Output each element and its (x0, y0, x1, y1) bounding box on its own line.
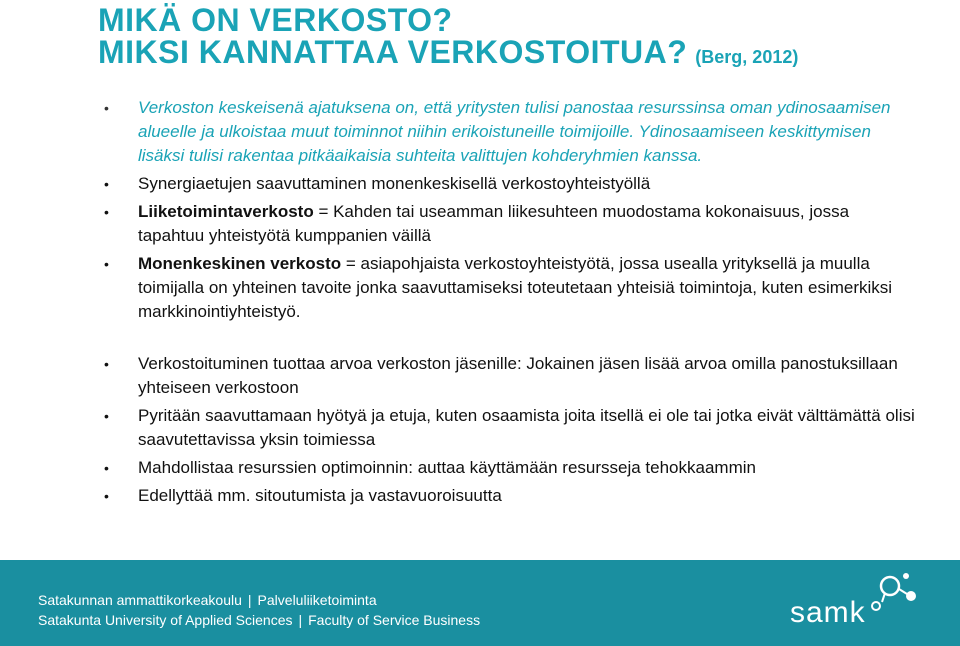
bullet-item-commitment (98, 484, 918, 508)
bullet-dot: • (104, 356, 109, 372)
bullet-text: Synergiaetujen saavuttaminen monenkeskisellä verkostoyhteistyöllä (138, 174, 651, 193)
bullet-text: Edellyttää mm. sitoutumista ja vastavuoroisuutta (138, 486, 502, 505)
title-line-2-text: MIKSI KANNATTAA VERKOSTOITUA? (98, 34, 688, 70)
bullet-text: = asiapohjaista verkostoyhteistyötä, jossa usealla yrityksellä ja muulla toimijalla on yhteinen tavoite jonka saavuttamiseksi toteutetaan yhteisiä toimintoja, kuten esimerkiksi markkinointiyhteistyö. (138, 254, 893, 321)
bullet-dot: • (104, 408, 109, 424)
bullet-dot: • (104, 176, 109, 192)
bullet-item-business-network (98, 200, 918, 248)
bullet-text: Verkostoituminen tuottaa arvoa verkoston jäsenille: Jokainen jäsen lisää arvoa omilla panostuksillaan yhteiseen verkostoon (138, 354, 898, 397)
footer-university-en: Satakunta University of Applied Sciences (38, 612, 293, 628)
footer-separator: | (247, 592, 252, 608)
bullet-dot: • (104, 204, 109, 220)
footer-line-2 (38, 610, 480, 630)
bullet-dot: • (104, 100, 109, 116)
bullet-item-value-creation (98, 352, 918, 400)
samk-logo (790, 572, 920, 636)
bullet-term: Liiketoimintaverkosto (138, 202, 314, 221)
footer-line-1 (38, 590, 480, 610)
footer-bar (0, 560, 960, 646)
bullet-dot: • (104, 460, 109, 476)
footer-faculty-en: Faculty of Service Business (308, 612, 481, 628)
footer-university-fi: Satakunnan ammattikorkeakoulu (38, 592, 242, 608)
bullet-item-benefits (98, 404, 918, 452)
title-citation: (Berg, 2012) (695, 47, 799, 67)
bullet-text: = Kahden tai useamman liikesuhteen muodostama kokonaisuus, jossa tapahtuu yhteistyötä kumppanien väillä (138, 202, 850, 245)
title-line-2 (98, 36, 798, 73)
slide-title (98, 4, 798, 73)
bullet-item-core-competence (98, 96, 918, 168)
bullet-item-resource-optimization (98, 456, 918, 480)
bullet-item-multilateral-network (98, 252, 918, 324)
bullet-list (98, 96, 918, 512)
footer-separator: | (298, 612, 303, 628)
bullet-dot: • (104, 488, 109, 504)
bullet-term: Monenkeskinen verkosto (138, 254, 342, 273)
footer-faculty-fi: Palveluliiketoiminta (257, 592, 377, 608)
bullet-text: Pyritään saavuttamaan hyötyä ja etuja, kuten osaamista joita itsellä ei ole tai jotka eivät välttämättä olisi saavutettavissa yksin toimiessa (138, 406, 915, 449)
bullet-text: Verkoston keskeisenä ajatuksena on, että yritysten tulisi panostaa resurssinsa oman ydinosaamisen alueelle ja ulkoistaa muut toiminnot niihin erikoistuneille toimijoille. Ydinosaamiseen keskittymisen lisäksi tulisi rakentaa pitkäaikaisia suhteita valittujen kohderyhmien kanssa. (138, 98, 891, 165)
bullet-dot: • (104, 256, 109, 272)
footer-text (38, 590, 480, 630)
samk-logo-text: samk (790, 596, 866, 629)
bullet-text: Mahdollistaa resurssien optimoinnin: auttaa käyttämään resursseja tehokkaammin (138, 458, 756, 477)
bullet-item-synergy (98, 172, 918, 196)
title-line-1: MIKÄ ON VERKOSTO? (98, 2, 453, 38)
